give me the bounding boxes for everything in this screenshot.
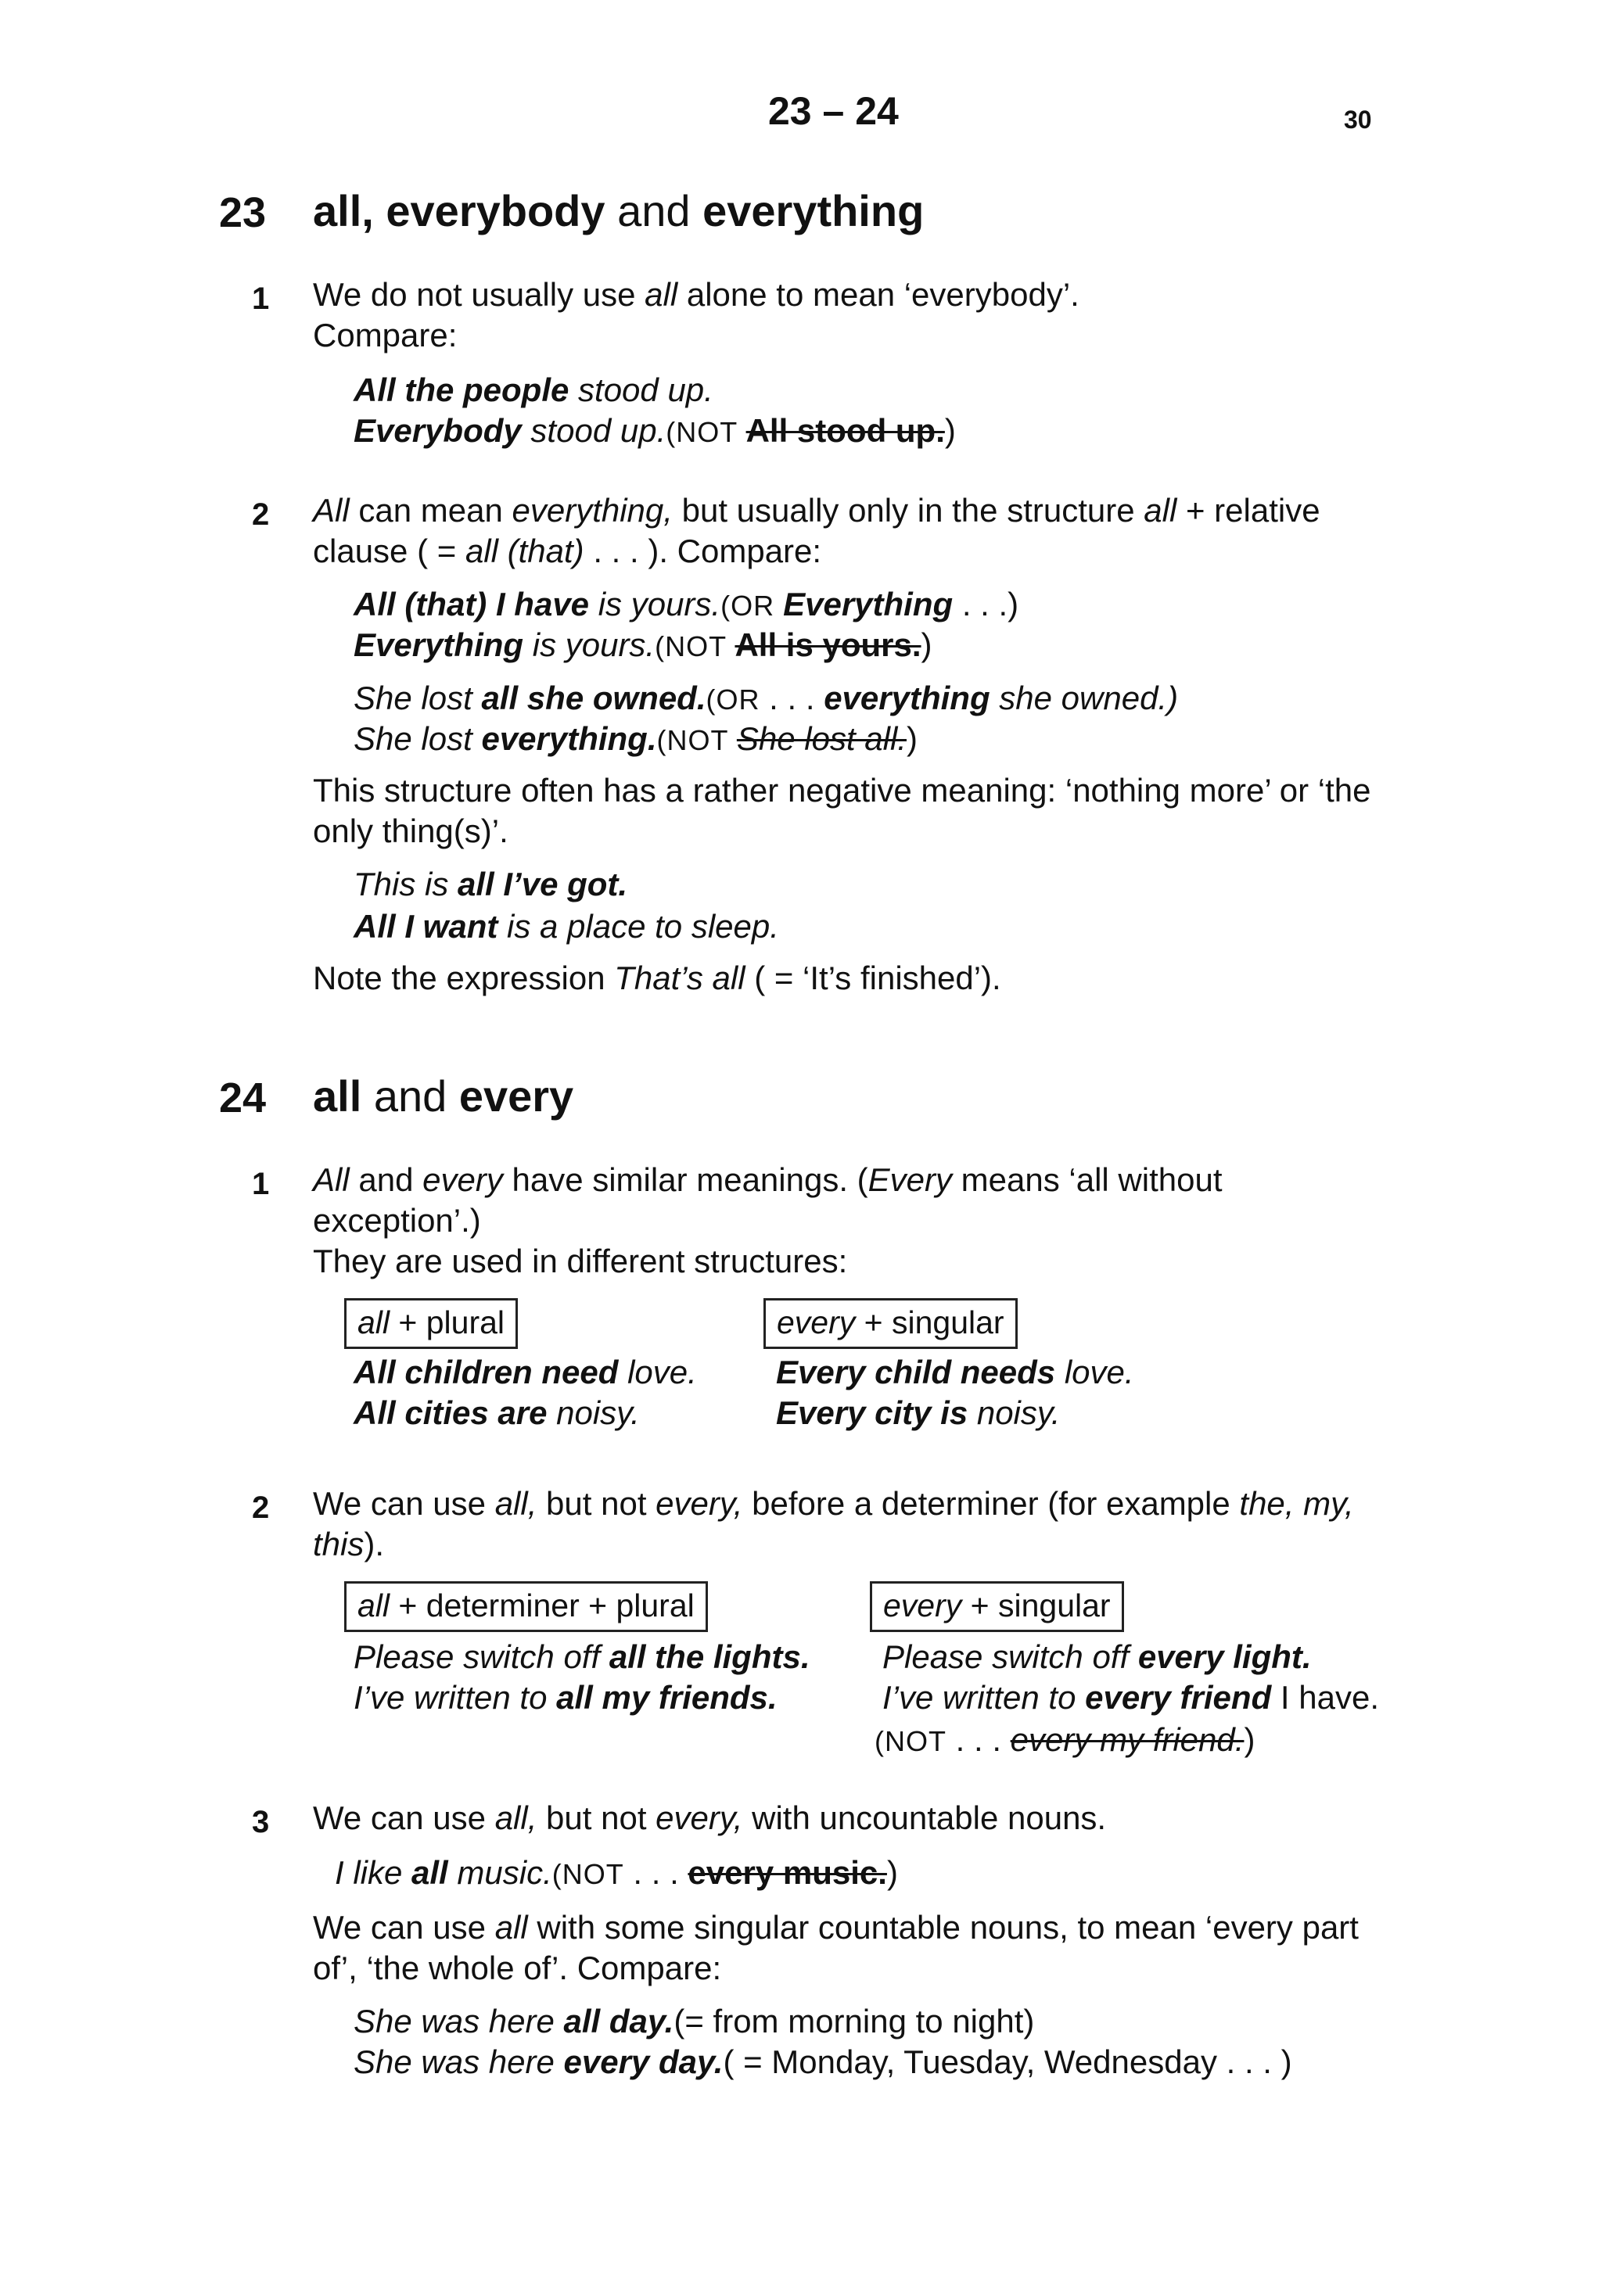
paragraph-line: Note the expression That’s all ( = ‘It’s finished’). — [313, 960, 1001, 996]
example-line: I’ve written to all my friends. — [354, 1679, 778, 1716]
example-line: Please switch off every light. — [882, 1638, 1312, 1675]
paragraph-line: this). — [313, 1526, 385, 1562]
example-line: All cities are noisy. — [354, 1394, 640, 1431]
paragraph-line: We can use all, but not every, with uncountable nouns. — [313, 1799, 1107, 1836]
paragraph-line: This structure often has a rather negative meaning: ‘nothing more’ or ‘the — [313, 772, 1371, 809]
point-number: 2 — [252, 1491, 270, 1525]
section-number-24: 24 — [219, 1074, 267, 1121]
example-line: All I want is a place to sleep. — [354, 908, 779, 945]
example-line: Please switch off all the lights. — [354, 1638, 810, 1675]
page-range-header: 23 – 24 — [768, 89, 899, 133]
example-line: I like all music.(NOT . . . every music.) — [335, 1854, 898, 1891]
example-line: All children need love. — [354, 1354, 697, 1390]
structure-box: every + singular — [870, 1581, 1124, 1632]
paragraph-line: We do not usually use all alone to mean ‘everybody’. — [313, 276, 1079, 313]
paragraph-line: We can use all with some singular countable nouns, to mean ‘every part — [313, 1909, 1359, 1946]
example-line: She was here all day.(= from morning to night) — [354, 2003, 1035, 2039]
paragraph-line: All can mean everything, but usually only in the structure all + relative — [313, 492, 1320, 529]
paragraph-line: All and every have similar meanings. (Every means ‘all without — [313, 1161, 1223, 1198]
paragraph-line: exception’.) — [313, 1202, 481, 1239]
paragraph-line: only thing(s)’. — [313, 813, 508, 849]
paragraph-line: clause ( = all (that) . . . ). Compare: — [313, 533, 822, 569]
example-line: She lost all she owned.(OR . . . everything she owned.) — [354, 680, 1179, 716]
paragraph-line: of’, ‘the whole of’. Compare: — [313, 1950, 722, 1986]
example-line: All the people stood up. — [354, 371, 713, 408]
paragraph-line: They are used in different structures: — [313, 1243, 848, 1279]
structure-box: all + determiner + plural — [344, 1581, 708, 1632]
page-number: 30 — [1344, 106, 1372, 134]
structure-box: every + singular — [763, 1298, 1018, 1349]
point-number: 2 — [252, 497, 270, 532]
section-title-24: all and every — [313, 1071, 574, 1121]
example-line: Everybody stood up.(NOT All stood up.) — [354, 412, 956, 449]
section-title-23: all, everybody and everything — [313, 186, 925, 235]
point-number: 3 — [252, 1805, 270, 1839]
example-line: This is all I’ve got. — [354, 866, 628, 902]
paragraph-line: We can use all, but not every, before a determiner (for example the, my, — [313, 1485, 1354, 1522]
example-line: I’ve written to every friend I have. — [882, 1679, 1379, 1716]
example-line: All (that) I have is yours.(OR Everything . . .) — [354, 586, 1019, 622]
point-number: 1 — [252, 1167, 270, 1201]
example-line: Every child needs love. — [776, 1354, 1134, 1390]
example-line: Everything is yours.(NOT All is yours.) — [354, 626, 932, 663]
paragraph-line: Compare: — [313, 317, 458, 353]
example-line: (NOT . . . every my friend.) — [875, 1721, 1255, 1758]
point-number: 1 — [252, 282, 270, 316]
example-line: Every city is noisy. — [776, 1394, 1061, 1431]
structure-box: all + plural — [344, 1298, 518, 1349]
example-line: She was here every day.( = Monday, Tuesday, Wednesday . . . ) — [354, 2043, 1292, 2080]
section-number-23: 23 — [219, 189, 267, 236]
example-line: She lost everything.(NOT She lost all.) — [354, 720, 918, 757]
